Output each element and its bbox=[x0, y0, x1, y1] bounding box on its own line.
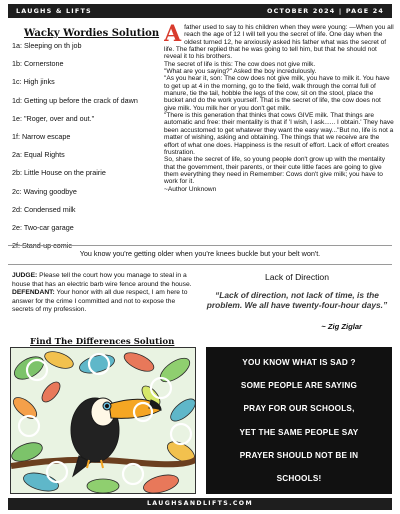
divider bbox=[8, 245, 392, 246]
prayer-schools-box bbox=[206, 347, 392, 494]
sad-box-line: YOU KNOW WHAT IS SAD ? bbox=[242, 358, 356, 368]
header-bar bbox=[8, 4, 392, 18]
find-differences-title: Find The Differences Solution bbox=[30, 337, 175, 347]
article-paragraph: So, share the secret of life, so young people don't grow up with the mentality that the government, their parents, or their cute little faces are going to give them everything they need in Remember: Cows don't give milk; you have to work for it. bbox=[164, 156, 386, 186]
wacky-answer: 1b: Cornerstone bbox=[12, 59, 64, 69]
article-paragraph: father used to say to his children when they were young: —When you all reach the age of 12 I will tell you the secret of life. One day when the oldest turned 12, he anxiously asked his father what was the secret of life. The father replied that he was going to tell him, but that he should not reveal it to his brothers. bbox=[164, 24, 394, 61]
cow-milk-article bbox=[164, 24, 394, 246]
quote-title: Lack of Direction bbox=[264, 272, 329, 282]
article-paragraph: "There is this generation that thinks that cows GIVE milk. That things are automatic and free: their mentality is that if 'I wish, I ask...... I obtain.' They have been accustomed to get whatever they want the easy way..."But no, life is not a matter of wishing, asking and obtaining. The things that we receive are the effort of what one does. Happiness is the result of effort. Lack of effort creates frustration. bbox=[164, 112, 394, 156]
judge-label: JUDGE: bbox=[12, 272, 38, 279]
article-author: ~Author Unknown bbox=[164, 185, 217, 193]
article-paragraph: "As you hear it, son: The cow does not give milk, you have to milk it. You have to get up at 4 in the morning, go to the field, walk through the corral full of manure, tie the tail, hobble the legs of the cow, sit on the stool, place the bucket and do the work yourself. That is the secret of life, the cow does not give milk. You milk her or you don't get milk. bbox=[164, 75, 390, 112]
wacky-answer: 1c: High jinks bbox=[12, 77, 55, 87]
brand-name: LAUGHS & LIFTS bbox=[16, 7, 92, 15]
article-paragraph: The secret of life is this: The cow does not give milk. bbox=[164, 60, 316, 68]
quote-author: ~ Zig Ziglar bbox=[321, 322, 362, 331]
defendant-text: Your honor with all due respect, I am here to answer for the crime I committed and not to expose the secrets of my profession. bbox=[12, 289, 188, 314]
wacky-answer: 2e: Two-car garage bbox=[12, 222, 74, 232]
sad-box-line: YET THE SAME PEOPLE SAY bbox=[239, 427, 359, 437]
wacky-wordies-section bbox=[0, 26, 160, 244]
wacky-answer: 2c: Waving goodbye bbox=[12, 186, 77, 196]
footer-url[interactable]: LAUGHSANDLIFTS.COM bbox=[8, 498, 392, 510]
sad-box-line: SOME PEOPLE ARE SAYING bbox=[240, 381, 358, 391]
wacky-answer: 2d: Condensed milk bbox=[12, 204, 76, 214]
find-differences-illustration bbox=[10, 347, 196, 494]
sad-box-line: PRAY FOR OUR SCHOOLS, bbox=[243, 404, 355, 414]
wacky-answer: 1f: Narrow escape bbox=[12, 131, 71, 141]
toucan-illustration bbox=[11, 348, 196, 494]
quote-text: “Lack of direction, not lack of time, is the problem. We all have twenty-four-hour days.” bbox=[206, 290, 388, 310]
sad-box-line: SCHOOLS! bbox=[276, 473, 322, 483]
sad-box-line: PRAYER SHOULD NOT BE IN bbox=[239, 450, 359, 460]
drop-cap: A bbox=[164, 24, 182, 47]
wacky-answer: 1a: Sleeping on th job bbox=[12, 41, 82, 50]
quote-block bbox=[204, 272, 390, 331]
article-paragraph: "What are you saying?" Asked the boy incredulously. bbox=[164, 68, 317, 76]
wacky-wordies-title: Wacky Wordies Solution bbox=[24, 28, 160, 39]
divider bbox=[8, 264, 392, 265]
judge-joke bbox=[12, 272, 197, 315]
wacky-answer: 2a: Equal Rights bbox=[12, 150, 65, 160]
issue-info: OCTOBER 2024 | PAGE 24 bbox=[266, 7, 384, 15]
wacky-answer: 2b: Little House on the prairie bbox=[12, 168, 106, 178]
wacky-answer: 1d: Getting up before the crack of dawn bbox=[12, 95, 138, 105]
tagline: You know you're getting older when you're knees buckle but your belt won't. bbox=[79, 249, 321, 258]
wacky-answer: 1e: "Roger, over and out." bbox=[12, 113, 95, 123]
judge-text: Please tell the court how you manage to steal in a house that has an electric barb wire fence around the house. bbox=[12, 272, 192, 288]
defendant-label: DEFENDANT: bbox=[12, 289, 55, 297]
